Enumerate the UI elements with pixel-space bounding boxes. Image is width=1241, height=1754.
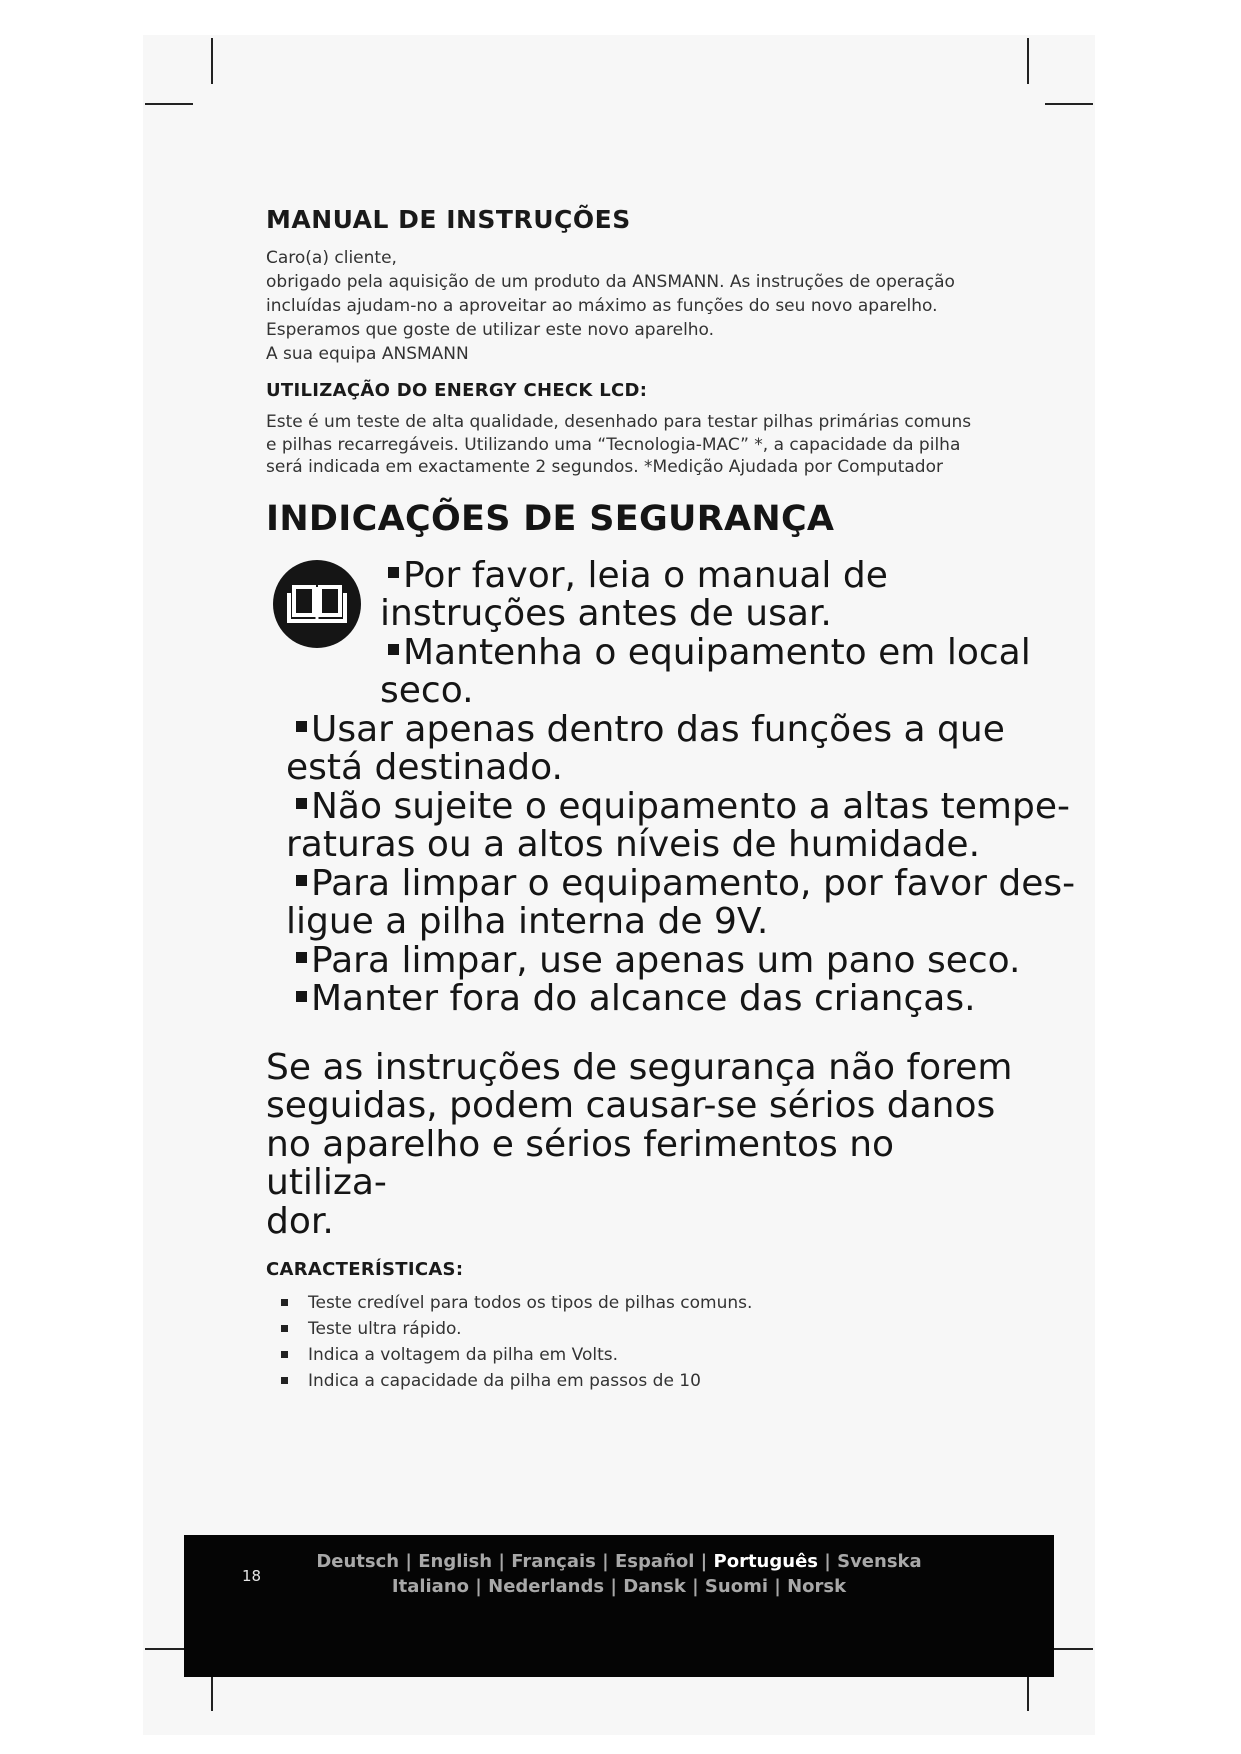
language-svenska[interactable]: Svenska bbox=[837, 1551, 922, 1572]
safety-item: Manter fora do alcance das crianças. bbox=[266, 980, 1026, 1019]
safety-item: Não sujeite o equipamento a altas tempe- bbox=[266, 788, 1026, 827]
language-norsk[interactable]: Norsk bbox=[787, 1576, 847, 1597]
bullet-square bbox=[281, 1299, 288, 1306]
manual-title: MANUAL DE INSTRUÇÕES bbox=[266, 205, 631, 234]
safety-item-continued: ligue a pilha interna de 9V. bbox=[286, 901, 769, 942]
language-separator: | bbox=[604, 1576, 624, 1597]
bullet-square bbox=[296, 875, 307, 886]
language-separator: | bbox=[818, 1551, 838, 1572]
safety-item-continued: instruções antes de usar. bbox=[380, 593, 832, 634]
bullet-square bbox=[388, 644, 399, 655]
language-separator: | bbox=[694, 1551, 714, 1572]
features-list bbox=[266, 1290, 1026, 1394]
intro-line: incluídas ajudam-no a aproveitar ao máximo as funções do seu novo aparelho. bbox=[266, 296, 938, 316]
safety-item: Por favor, leia o manual de bbox=[266, 557, 1026, 596]
intro-line: A sua equipa ANSMANN bbox=[266, 344, 469, 364]
usage-heading: UTILIZAÇÃO DO ENERGY CHECK LCD: bbox=[266, 380, 648, 401]
usage-line: Este é um teste de alta qualidade, desenhado para testar pilhas primárias comuns bbox=[266, 412, 972, 432]
warning-line: dor. bbox=[266, 1200, 334, 1242]
language-separator: | bbox=[595, 1551, 615, 1572]
warning-line: Se as instruções de segurança não forem bbox=[266, 1046, 1013, 1088]
intro-line: Caro(a) cliente, bbox=[266, 248, 397, 268]
usage-line: será indicada em exactamente 2 segundos. *Medição Ajudada por Computador bbox=[266, 457, 943, 477]
language-português[interactable]: Português bbox=[713, 1551, 818, 1572]
features-heading: CARACTERÍSTICAS: bbox=[266, 1259, 464, 1280]
bullet-square bbox=[281, 1325, 288, 1332]
page-number: 18 bbox=[242, 1567, 262, 1585]
safety-item-continued: seco. bbox=[380, 670, 474, 711]
intro-line: Esperamos que goste de utilizar este novo aparelho. bbox=[266, 320, 715, 340]
safety-item: Para limpar o equipamento, por favor des- bbox=[266, 865, 1026, 904]
safety-item-continued: está destinado. bbox=[286, 747, 563, 788]
bullet-square bbox=[296, 798, 307, 809]
bullet-square bbox=[296, 721, 307, 732]
language-separator: | bbox=[469, 1576, 489, 1597]
feature-item: Indica a voltagem da pilha em Volts. bbox=[266, 1342, 1026, 1368]
crop-mark-top-right-v bbox=[1027, 38, 1029, 84]
warning-line: no aparelho e sérios ferimentos no utiliza- bbox=[266, 1123, 895, 1203]
language-list bbox=[184, 1549, 1054, 1599]
language-français[interactable]: Français bbox=[511, 1551, 596, 1572]
intro-paragraph bbox=[266, 246, 1026, 366]
main-content bbox=[266, 205, 1076, 1394]
bullet-square bbox=[296, 991, 307, 1002]
crop-mark-top-right-h bbox=[1045, 103, 1093, 105]
feature-item: Indica a capacidade da pilha em passos de 10 bbox=[266, 1368, 1026, 1394]
features-section bbox=[266, 1259, 1026, 1394]
language-separator: | bbox=[685, 1576, 705, 1597]
footer-bar bbox=[184, 1535, 1054, 1677]
language-line bbox=[184, 1549, 1054, 1574]
feature-item: Teste ultra rápido. bbox=[266, 1316, 1026, 1342]
crop-mark-top-left-v bbox=[211, 38, 213, 84]
usage-paragraph bbox=[266, 411, 1026, 479]
language-deutsch[interactable]: Deutsch bbox=[316, 1551, 400, 1572]
language-suomi[interactable]: Suomi bbox=[704, 1576, 768, 1597]
language-line bbox=[184, 1574, 1054, 1599]
language-separator: | bbox=[492, 1551, 512, 1572]
language-separator: | bbox=[399, 1551, 419, 1572]
safety-item: Usar apenas dentro das funções a que bbox=[266, 711, 1026, 750]
usage-line: e pilhas recarregáveis. Utilizando uma “Tecnologia-MAC” *, a capacidade da pilha bbox=[266, 434, 961, 455]
bullet-square bbox=[296, 952, 307, 963]
safety-item: Para limpar, use apenas um pano seco. bbox=[266, 942, 1026, 981]
bullet-square bbox=[388, 567, 399, 578]
feature-item: Teste credível para todos os tipos de pilhas comuns. bbox=[266, 1290, 1026, 1316]
language-dansk[interactable]: Dansk bbox=[623, 1576, 686, 1597]
warning-line: seguidas, podem causar-se sérios danos bbox=[266, 1085, 996, 1126]
crop-mark-top-left-h bbox=[145, 103, 193, 105]
book-icon bbox=[272, 559, 362, 649]
language-english[interactable]: English bbox=[418, 1551, 493, 1572]
safety-heading: INDICAÇÕES DE SEGURANÇA bbox=[266, 498, 835, 539]
bullet-square bbox=[281, 1377, 288, 1384]
safety-item: Mantenha o equipamento em local bbox=[266, 634, 1026, 673]
safety-warning bbox=[266, 1046, 1026, 1242]
language-italiano[interactable]: Italiano bbox=[391, 1576, 470, 1597]
intro-line: obrigado pela aquisição de um produto da ANSMANN. As instruções de operação bbox=[266, 272, 955, 292]
language-separator: | bbox=[768, 1576, 788, 1597]
language-español[interactable]: Español bbox=[615, 1551, 695, 1572]
safety-instructions bbox=[266, 554, 1076, 1019]
language-nederlands[interactable]: Nederlands bbox=[488, 1576, 605, 1597]
safety-item-continued: raturas ou a altos níveis de humidade. bbox=[286, 824, 981, 865]
bullet-square bbox=[281, 1351, 288, 1358]
